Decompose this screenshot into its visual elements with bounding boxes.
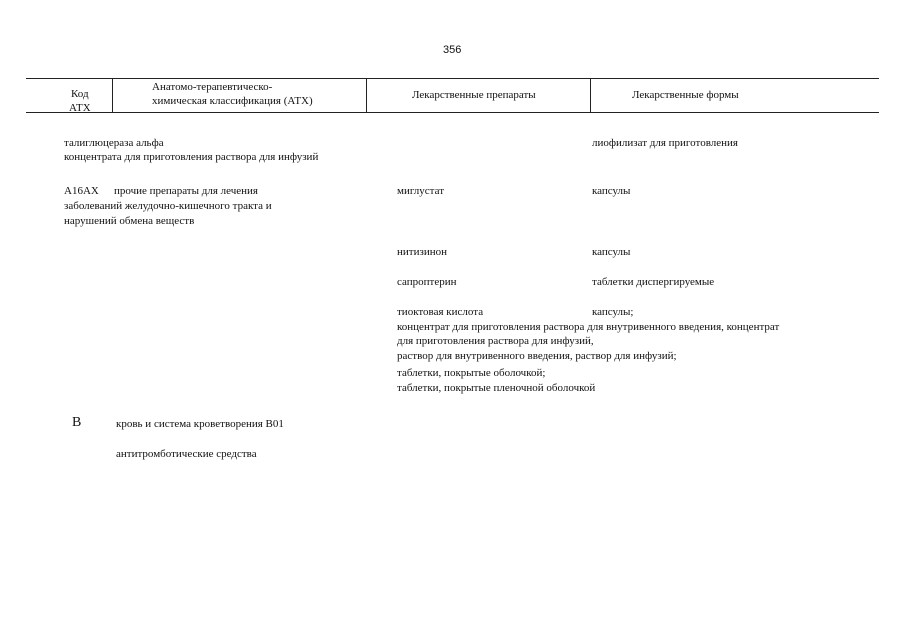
drug-name: талиглюцераза альфа [64,137,164,149]
header-code-line2: АТХ [69,102,91,112]
drug-name: тиоктовая кислота [397,306,484,318]
atc-class-line2: заболеваний желудочно-кишечного тракта и [64,200,272,212]
drug-form: капсулы [592,185,631,197]
header-divider-1 [112,79,113,112]
drug-name: миглустат [397,185,445,197]
header-code-line1: Код [71,88,89,100]
drug-form: капсулы; [592,306,634,318]
drug-form: лиофилизат для приготовления [592,137,738,149]
atc-code: B [72,415,82,430]
drug-name: нитизинон [397,246,447,258]
drug-form-continuation: таблетки, покрытые оболочкой; [397,367,546,379]
header-divider-3 [590,79,591,112]
header-divider-2 [366,79,367,112]
drug-form: таблетки диспергируемые [592,276,715,288]
header-drugs: Лекарственные препараты [412,89,536,101]
drug-form: капсулы [592,246,631,258]
atc-class-line1: прочие препараты для лечения [114,185,258,197]
header-top-rule [26,78,879,79]
header-atc-line2: химическая классификация (АТХ) [152,95,313,107]
page-number: 356 [443,44,462,56]
atc-class: кровь и система кроветворения B01 [116,418,284,430]
drug-form-continuation: таблетки, покрытые пленочной оболочкой [397,382,596,394]
header-forms: Лекарственные формы [632,89,739,101]
drug-name: сапроптерин [397,276,457,288]
drug-name-continuation: концентрата для приготовления раствора для инфузий [64,151,319,163]
atc-code: A16AX [64,185,99,197]
header-atc-line1: Анатомо-терапевтическо- [152,81,273,93]
header-bottom-rule [26,112,879,113]
atc-class-line3: нарушений обмена веществ [64,215,195,227]
drug-form-continuation: концентрат для приготовления раствора для внутривенного введения, концентрат [397,321,780,333]
drug-form-continuation: для приготовления раствора для инфузий, [397,335,594,347]
atc-class: антитромботические средства [116,448,257,460]
drug-form-continuation: раствор для внутривенного введения, раствор для инфузий; [397,350,677,362]
